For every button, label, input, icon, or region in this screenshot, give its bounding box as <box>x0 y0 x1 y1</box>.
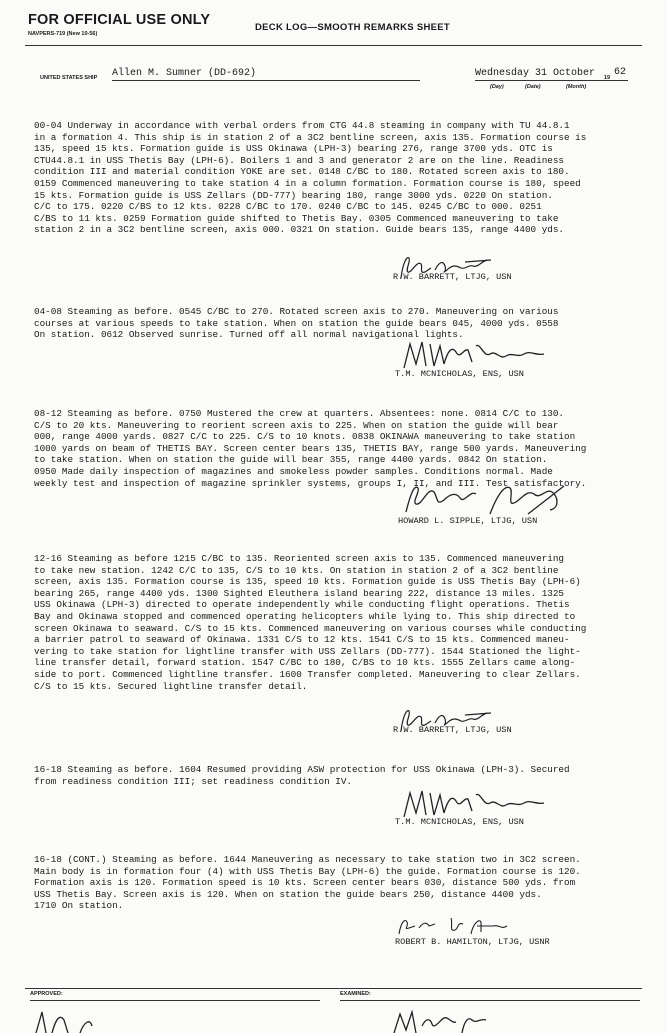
official-use-header: FOR OFFICIAL USE ONLY <box>28 12 211 28</box>
signature-16-18-cont: ROBERT B. HAMILTON, LTJG, USNR <box>395 937 550 947</box>
examined-line <box>340 1000 640 1001</box>
ship-name: Allen M. Sumner (DD-692) <box>112 68 257 79</box>
log-entry-08-12: 08-12 Steaming as before. 0750 Mustered the crew at quarters. Absentees: none. 0814 C/C to 130. C/S to 20 kts. Maneuvering to reorient screen axis to 225. When on station the guide will bear 000, range 4000 yards. 0827 C/C to 225. C/S to 10 knots. 0838 OKINAWA maneuvering to take station 1000 yards on beam of THETIS BAY. Screen center bears 135, THETIS BAY, range 500 yards. Maneuvering to take station. When on station the guide will bear 355, range 4400 yards. 0842 On station. 0950 Made daily inspection of magazines and smokeless powder samples. Conditions normal. Made weekly test and inspection of magazine sprinkler systems, groups I, II, and III. Test satisfactory. <box>34 408 587 489</box>
page-title: DECK LOG—SMOOTH REMARKS SHEET <box>255 22 451 33</box>
log-entry-16-18-cont: 16-18 (CONT.) Steaming as before. 1644 Maneuvering as necessary to take station two in 3C2 screen. Main body is in formation four (4) with USS Thetis Bay (LPH-6) the guide. Formation course is 120. Formation axis is 120. Formation speed is 10 kts. Screen center bears 030, distance 500 yds. from USS Thetis Bay. Screen axis is 120. When on station the guide bears 250, distance 4400 yds. 1710 On station. <box>34 854 581 912</box>
signature-08-12: HOWARD L. SIPPLE, LTJG, USN <box>398 516 538 526</box>
approver-signature-scrawl <box>30 1004 150 1033</box>
log-entry-16-18: 16-18 Steaming as before. 1604 Resumed providing ASW protection for USS Okinawa (LPH-3). Secured from readiness condition III; set readiness condition IV. <box>34 764 570 787</box>
approved-label: APPROVED: <box>30 991 63 997</box>
log-year: 62 <box>614 67 627 78</box>
mcnicholas-signature-scrawl-2 <box>400 787 550 821</box>
signature-12-16: R.W. BARRETT, LTJG, USN <box>393 725 512 735</box>
approved-line <box>30 1000 320 1001</box>
date-underline <box>475 80 628 81</box>
footer-rule <box>25 988 642 989</box>
form-number: NAVPERS-719 (New 10-56) <box>28 31 98 37</box>
month-caption: (Month) <box>566 84 587 90</box>
hamilton-signature-scrawl <box>395 914 515 938</box>
header-rule <box>25 45 642 46</box>
mcnicholas-signature-scrawl <box>400 338 550 372</box>
log-date: Wednesday 31 October <box>475 68 596 79</box>
log-entry-12-16: 12-16 Steaming as before 1215 C/BC to 135. Reoriented screen axis to 135. Commenced maneuvering to take new station. 1242 C/C to 135, C/S to 10 kts. On station in station 2 of a 3C2 bentline screen, axis 135. Formation course is 135, speed 10 kts. Formation guide is USS Thetis Bay (LPH-6) bearing 265, range 4400 yds. 1300 Sighted Eleuthera island bearing 222, distance 13 miles. 1325 USS Okinawa (LPH-3) directed to operate independently while conducting flight operations. Thetis Bay and Okinawa stopped and commenced operating helicopters while lying to. This ship directed to screen Okinawa to seaward. C/S to 15 kts. Commenced maneuvering on various courses while conducting a barrier patrol to seaward of Okinawa. 1331 C/S to 12 kts. 1541 C/S to 15 kts. Commenced maneu- vering to take station for lightline transfer with USS Zellars (DD-777). 1544 Stationed the light- line transfer detail, forward station. 1547 C/BC to 180, C/BS to 10 kts. 1555 Zellars came along- side to port. Commenced lightline transfer. 1600 Transfer completed. Maneuvering to clear Zellars. C/S to 15 kts. Secured lightline transfer detail. <box>34 553 587 692</box>
day-caption: (Day) <box>490 84 504 90</box>
examiner-signature-scrawl <box>390 1006 500 1033</box>
sipple-signature-scrawl <box>400 478 575 518</box>
examined-label: EXAMINED: <box>340 991 371 997</box>
ship-label: UNITED STATES SHIP <box>40 75 98 81</box>
date-caption: (Date) <box>525 84 541 90</box>
log-entry-00-04: 00-04 Underway in accordance with verbal orders from CTG 44.8 steaming in company with TU 44.8.1 in a formation 4. This ship is in station 2 of a 3C2 bentline screen, axis 135. Formation course is 135, speed 15 kts. Formation guide is USS Okinawa (LPH-3) bearing 276, range 3700 yds. OTC is CTU44.8.1 in USS Thetis Bay (LPH-6). Boilers 1 and 3 and generator 2 are on the line. Readiness condition III and material condition YOKE are set. 0148 C/BC to 180. Rotated screen axis to 180. 0159 Commenced maneuvering to take station 4 in a column formation. Formation course is 180, speed 15 kts. Formation guide is USS Zellars (DD-777) bearing 180, range 3000 yds. 0220 On station. C/C to 175. 0220 C/BS to 12 kts. 0228 C/BC to 170. 0240 C/BC to 145. 0245 C/BC to 000. 0251 C/BS to 11 kts. 0259 Formation guide shifted to Thetis Bay. 0305 Commenced maneuvering to take station 2 in a 3C2 bentline screen, axis 000. 0321 On station. Guide bears 135, range 4400 yds. <box>34 120 587 236</box>
year-prefix: 19 <box>604 75 611 81</box>
signature-00-04: R.W. BARRETT, LTJG, USN <box>393 272 512 282</box>
signature-04-08: T.M. MCNICHOLAS, ENS, USN <box>395 369 524 379</box>
signature-16-18: T.M. MCNICHOLAS, ENS, USN <box>395 817 524 827</box>
ship-underline <box>112 80 420 81</box>
log-entry-04-08: 04-08 Steaming as before. 0545 C/BC to 270. Rotated screen axis to 270. Maneuvering on various courses at various speeds to take station. When on station the guide bears 045, 4000 yds. 0558 On station. 0612 Observed sunrise. Turned off all normal navigational lights. <box>34 306 559 341</box>
